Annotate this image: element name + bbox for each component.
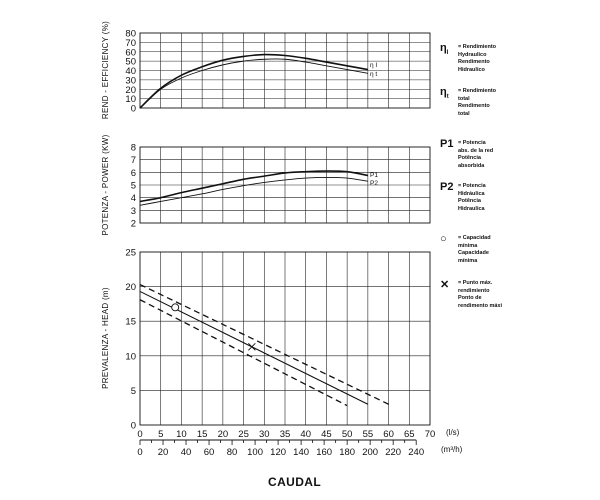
- x-tick-label: 70: [424, 429, 436, 440]
- x-tick-label: 20: [217, 429, 229, 440]
- p1-curve-label: P1: [370, 172, 378, 179]
- efficiency-axis-label: REND - EFFICIENCY (%): [101, 20, 110, 120]
- secondary-x-tick-label: 60: [203, 447, 215, 458]
- y-tick-label: 4: [130, 193, 136, 205]
- legend-symbol-subscript: I: [446, 50, 449, 57]
- power-y-ticks: [131, 143, 136, 230]
- legend-text-line: rendimento máxi: [458, 302, 503, 309]
- legend-text-line: Potência: [458, 155, 481, 162]
- legend-text: [458, 140, 518, 170]
- y-tick-label: 80: [125, 28, 136, 40]
- p2-curve-label: P2: [370, 180, 378, 187]
- efficiency-grid: [140, 33, 430, 108]
- legend-symbol: P2: [440, 181, 454, 193]
- head-grid: [140, 252, 430, 425]
- legend-text-line: = Punto máx.: [458, 280, 493, 286]
- efficiency-curves: [140, 55, 368, 108]
- y-tick-label: 20: [125, 84, 136, 96]
- x-tick-label: 10: [176, 429, 187, 440]
- legend-text-line: Hidraulico: [458, 66, 485, 73]
- y-tick-label: 0: [130, 103, 136, 115]
- legend-text: [458, 183, 518, 213]
- x-tick-label: 30: [258, 429, 270, 440]
- flow-secondary-axis: [137, 440, 424, 458]
- legend-text-line: Hidraulica: [458, 205, 485, 212]
- secondary-x-tick-label: 220: [385, 447, 402, 458]
- y-tick-label: 6: [130, 167, 136, 179]
- legend-text-line: = Potencia: [458, 140, 486, 146]
- efficiency-y-ticks: [125, 29, 136, 115]
- power-panel: [101, 134, 430, 235]
- legend-text-line: Ponto de: [458, 295, 482, 302]
- head-axis-label: PREVALENZA - HEAD (m): [101, 287, 110, 389]
- flow-unit-m3h: (m³/h): [441, 445, 463, 454]
- legend-text: [458, 88, 518, 118]
- legend-text-line: total: [458, 95, 470, 102]
- y-tick-label: 20: [125, 282, 136, 294]
- x-tick-label: 5: [158, 429, 164, 440]
- legend-symbol: ○: [440, 233, 447, 245]
- legend-text-line: Rendimento: [458, 103, 490, 110]
- x-tick-label: 15: [196, 429, 208, 440]
- legend-text-line: = Capacidad: [458, 235, 491, 241]
- y-tick-label: 15: [125, 316, 136, 328]
- y-tick-label: 0: [130, 420, 136, 432]
- secondary-x-tick-label: 80: [226, 447, 238, 458]
- legend-text: [458, 44, 518, 74]
- legend-symbol: P1: [440, 138, 454, 150]
- secondary-x-tick-label: 100: [247, 447, 264, 458]
- x-tick-label: 55: [362, 429, 374, 440]
- legend-text-line: Potência: [458, 198, 481, 205]
- x-tick-label: 60: [383, 429, 394, 440]
- legend-text: [458, 235, 518, 265]
- head-x-ticks: [137, 429, 435, 440]
- series-line-η-t: [140, 59, 368, 108]
- legend-text-line: mínima: [458, 257, 478, 264]
- y-tick-label: 5: [130, 180, 136, 192]
- secondary-x-tick-label: 120: [270, 447, 287, 458]
- efficiency-panel: [101, 21, 430, 119]
- power-axis-label: POTENZA - POWER (KW): [101, 134, 110, 236]
- secondary-x-tick-label: 40: [180, 447, 192, 458]
- y-tick-label: 10: [125, 351, 136, 363]
- legend-text-line: total: [458, 110, 470, 117]
- legend-text-line: Capacidade: [458, 250, 489, 257]
- y-tick-label: 30: [125, 75, 136, 87]
- x-tick-label: 35: [279, 429, 291, 440]
- secondary-x-tick-label: 160: [316, 447, 333, 458]
- y-tick-label: 10: [125, 94, 136, 106]
- y-tick-label: 25: [125, 247, 136, 259]
- eta-t-curve-label: η t: [370, 71, 378, 78]
- y-tick-label: 60: [125, 47, 136, 59]
- legend-text-line: = Potencia: [458, 183, 486, 189]
- y-tick-label: 8: [130, 142, 136, 154]
- legend-symbol: ✕: [440, 279, 450, 291]
- y-tick-label: 40: [125, 66, 136, 77]
- x-tick-label: 65: [403, 429, 415, 440]
- x-tick-label: 25: [238, 429, 249, 440]
- legend-text-line: Rendimento: [458, 59, 490, 66]
- legend-text: [458, 280, 518, 310]
- x-tick-label: 45: [321, 429, 332, 440]
- y-tick-label: 70: [125, 37, 136, 49]
- y-tick-label: 2: [130, 218, 136, 230]
- legend-text-line: = Rendimiento: [458, 88, 497, 94]
- secondary-x-tick-label: 180: [339, 447, 356, 458]
- series-line-p1: [140, 171, 368, 201]
- secondary-x-tick-label: 200: [362, 447, 379, 458]
- legend-text-line: = Rendimiento: [458, 44, 497, 50]
- legend-text-line: absorbida: [458, 162, 485, 169]
- legend-symbol: $\eta_t$: [440, 86, 449, 101]
- x-tick-label: 40: [300, 429, 312, 440]
- secondary-x-tick-label: 0: [137, 447, 143, 458]
- legend-symbol: $\eta_I$: [440, 42, 449, 57]
- y-tick-label: 7: [130, 155, 136, 167]
- legend-symbol-subscript: t: [446, 94, 449, 101]
- head-panel: [101, 248, 463, 459]
- y-tick-label: 3: [130, 205, 136, 217]
- secondary-x-tick-label: 140: [293, 447, 310, 458]
- x-axis-title: CAUDAL: [268, 475, 322, 489]
- legend-text-line: rendimiento: [458, 287, 490, 294]
- power-grid: [140, 147, 430, 223]
- legend-text-line: abs. de la red: [458, 147, 494, 154]
- y-tick-label: 50: [125, 56, 136, 68]
- max-efficiency-marker: [248, 343, 255, 350]
- x-tick-label: 0: [137, 429, 143, 440]
- flow-unit-ls: (l/s): [446, 428, 460, 437]
- series-line-p2: [140, 177, 368, 205]
- legend-text-line: Hidráulica: [458, 190, 485, 197]
- secondary-x-tick-label: 20: [157, 447, 169, 458]
- min-capacity-marker: [172, 304, 179, 311]
- x-tick-label: 50: [341, 429, 353, 440]
- head-y-ticks: [125, 248, 136, 432]
- eta-i-curve-label: η I: [370, 62, 378, 69]
- power-curves: [140, 171, 368, 205]
- legend-text-line: mínima: [458, 242, 478, 249]
- legend-text-line: Hydraulico: [458, 51, 487, 58]
- head-markers: [172, 304, 256, 350]
- secondary-x-tick-label: 240: [408, 447, 425, 458]
- y-tick-label: 5: [130, 385, 136, 397]
